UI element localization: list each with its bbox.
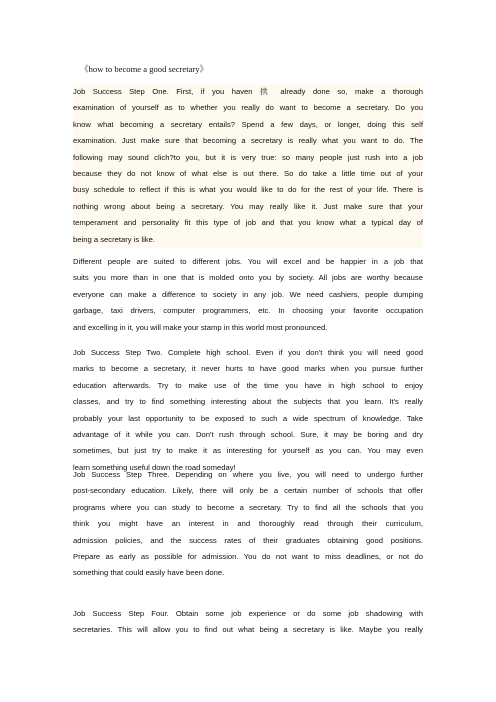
- text-line: learn something useful down the road someday!: [73, 462, 236, 472]
- text-line: know what becoming a secretary entails? Spend a few days, or longer, doing this self: [73, 119, 423, 129]
- text-line: examination. Just make sure that becoming a secretary is really what you want to do. The: [73, 136, 423, 146]
- text-line: Job Success Step One. First, if you haven 拱 already done so, make a thorough: [73, 87, 423, 96]
- text-line: advantage of it while you can. Don't rush through school. Sure, it may be boring and dry: [73, 430, 423, 440]
- text-line: programs where you can study to become a secretary. Try to find all the schools that you: [73, 502, 423, 512]
- text-line: everyone can make a difference to society in any job. We need cashiers, people dumping: [73, 289, 423, 299]
- text-line: busy schedule to reflect if this is what you would like to do for the rest of your life. There is: [73, 185, 423, 195]
- text-line: Job Success Step Two. Complete high school. Even if you don't think you will need good: [73, 348, 423, 357]
- text-line: education afterwards. Try to make use of the time you have in high school to enjoy: [73, 380, 423, 390]
- paragraph-step-two: [73, 345, 423, 476]
- text-line: nothing wrong about being a secretary. You may really like it. Just make sure that your: [73, 201, 423, 211]
- text-line: and excelling in it, you will make your stamp in this world most pronounced.: [73, 322, 328, 332]
- text-line: because they do not know of what else is out there. So do take a little time out of your: [73, 169, 423, 179]
- text-line: admission policies, and the success rates of their graduates obtaining good positions.: [73, 535, 423, 545]
- text-line: following may sound clich?to you, but it is very true: so many people just rush into a job: [73, 152, 423, 162]
- paragraph-step-three: [73, 467, 423, 582]
- text-line: something that could easily have been done.: [73, 568, 225, 578]
- text-line: suits you more than in one that is molded onto you by society. All jobs are worthy because: [73, 273, 423, 283]
- text-line: secretaries. This will allow you to find out what being a secretary is like. Maybe you really: [73, 625, 423, 635]
- document-title: 《how to become a good secretary》: [80, 64, 209, 74]
- text-line: temperament and personality fit this type of job and that you know what a typical day of: [73, 218, 423, 228]
- text-line: garbage, taxi drivers, computer programmers, etc. In choosing your favorite occupation: [73, 306, 423, 316]
- paragraph-step-four: [73, 606, 423, 639]
- text-line: sometimes, but just try to make it as interesting for yourself as you can. You may even: [73, 446, 423, 456]
- text-line: being a secretary is like.: [73, 234, 155, 244]
- text-line: Job Success Step Four. Obtain some job experience or do some job shadowing with: [73, 609, 423, 618]
- text-line: post-secondary education. Likely, there will only be a certain number of schools that offer: [73, 486, 423, 496]
- paragraph-step-one: [73, 84, 423, 248]
- text-line: classes, and try to find something interesting about the subjects that you learn. It's really: [73, 397, 423, 407]
- text-line: Prepare as early as possible for admission. You do not want to miss deadlines, or not do: [73, 552, 423, 562]
- text-line: Job Success Step Three. Depending on where you live, you will need to undergo further: [73, 470, 423, 479]
- text-line: Different people are suited to different jobs. You will excel and be happier in a job that: [73, 257, 423, 266]
- text-line: think you might have an interest in and thoroughly read through their curriculum,: [73, 519, 423, 529]
- text-line: probably your last opportunity to be exposed to such a wide spectrum of knowledge. Take: [73, 413, 423, 423]
- paragraph-different-people: [73, 254, 423, 336]
- text-line: marks to become a secretary, it never hurts to have good marks when you pursue further: [73, 364, 423, 374]
- text-line: examination of yourself as to whether you really do want to become a secretary. Do you: [73, 103, 423, 113]
